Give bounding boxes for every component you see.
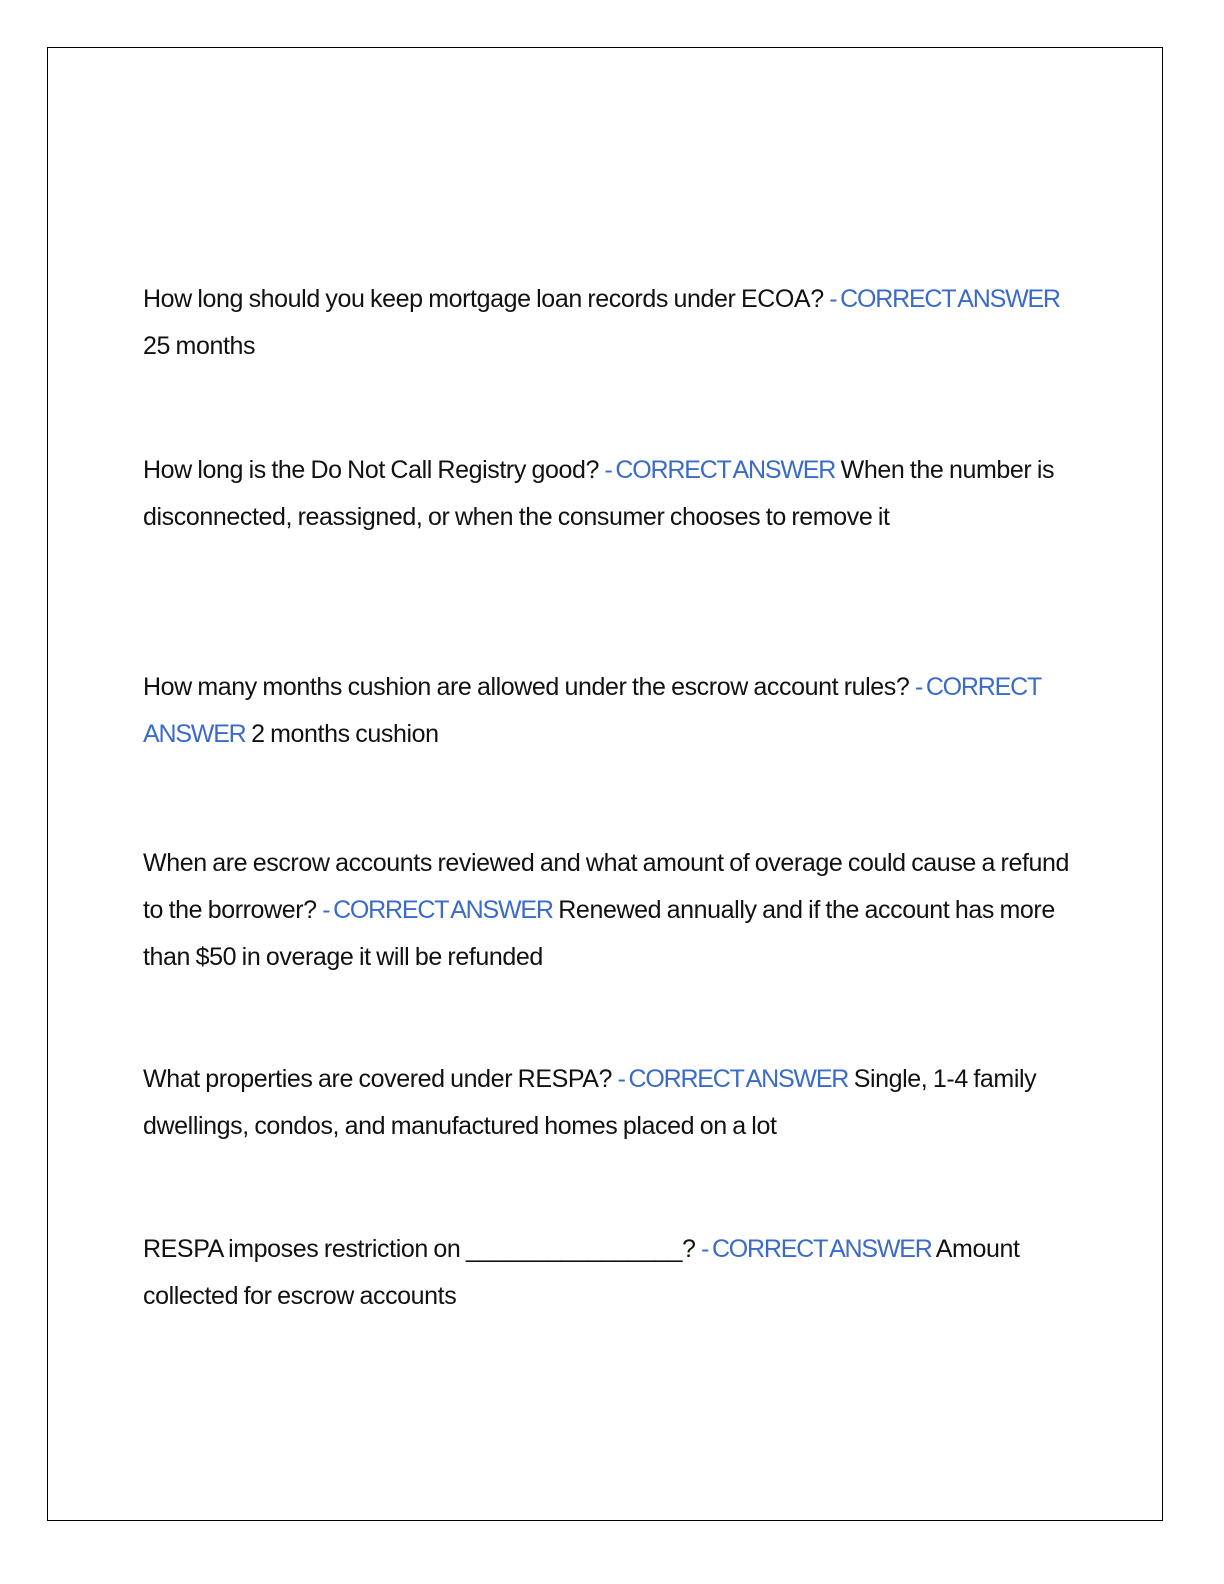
correct-answer-marker: - CORRECT ANSWER <box>701 1235 932 1263</box>
question-text: RESPA imposes restriction on ________________? <box>143 1235 696 1263</box>
question-text: What properties are covered under RESPA? <box>143 1065 613 1093</box>
answer-text: 25 months <box>143 332 256 360</box>
correct-answer-marker: - CORRECT ANSWER <box>143 673 1041 748</box>
answer-text: When the number is disconnected, reassigned, or when the consumer chooses to remove it <box>143 456 1055 531</box>
qa-item <box>143 1056 1078 1150</box>
question-text: How long is the Do Not Call Registry good? <box>143 456 599 484</box>
qa-item <box>143 664 1078 758</box>
correct-answer-marker: - CORRECT ANSWER <box>604 456 836 484</box>
question-text: How long should you keep mortgage loan records under ECOA? <box>143 285 824 313</box>
correct-answer-marker: - CORRECT ANSWER <box>829 285 1060 313</box>
question-text: When are escrow accounts reviewed and what amount of overage could cause a refund to the borrower? <box>143 849 1069 924</box>
answer-text: Single, 1-4 family dwellings, condos, and manufactured homes placed on a lot <box>143 1065 1037 1140</box>
answer-text: Amount collected for escrow accounts <box>143 1235 1020 1310</box>
answer-text: 2 months cushion <box>251 720 439 748</box>
qa-item <box>143 840 1078 981</box>
qa-item <box>143 276 1078 370</box>
qa-item <box>143 1226 1078 1320</box>
answer-text: Renewed annually and if the account has more than $50 in overage it will be refunded <box>143 896 1055 971</box>
question-text: How many months cushion are allowed under the escrow account rules? <box>143 673 910 701</box>
correct-answer-marker: - CORRECT ANSWER <box>322 896 553 924</box>
correct-answer-marker: - CORRECT ANSWER <box>617 1065 849 1093</box>
qa-item <box>143 447 1078 541</box>
